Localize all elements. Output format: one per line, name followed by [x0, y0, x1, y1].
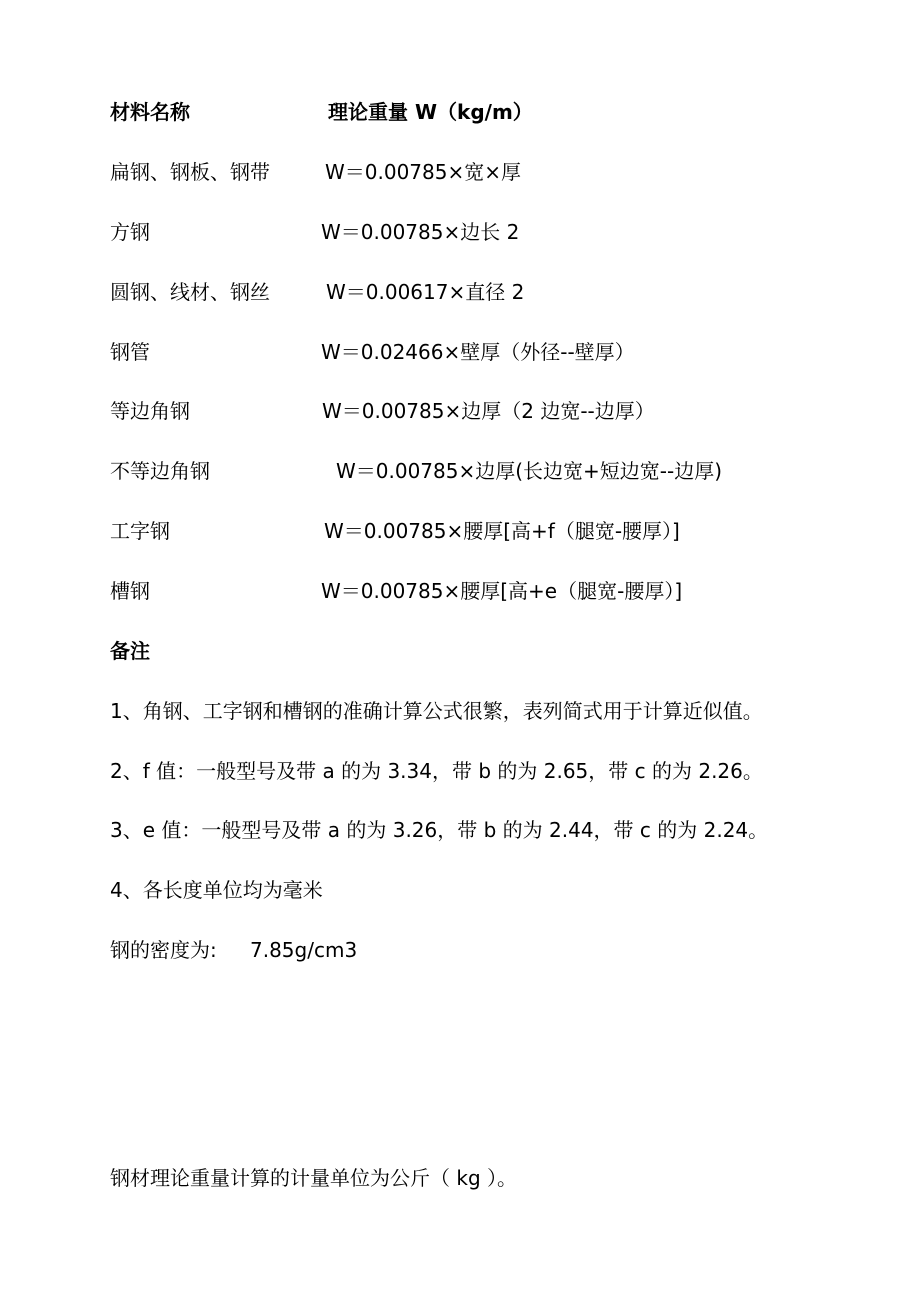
density-value: 7.85g/cm3 [250, 938, 358, 962]
row-formula: W＝0.00617×直径 2 [326, 280, 525, 304]
note-item: 3、e 值：一般型号及带 a 的为 3.26，带 b 的为 2.44，带 c 的为 2.24。 [110, 818, 769, 842]
row-name: 方钢 [110, 220, 150, 244]
row-name: 不等边角钢 [110, 459, 210, 483]
row-formula: W＝0.00785×边厚（2 边宽--边厚） [322, 399, 655, 423]
row-name: 工字钢 [110, 519, 170, 543]
row-formula: W＝0.00785×腰厚[高+e（腿宽-腰厚）] [321, 579, 683, 603]
footer-unit-text: 钢材理论重量计算的计量单位为公斤（ kg ）。 [110, 1166, 517, 1190]
notes-heading: 备注 [110, 639, 150, 663]
row-formula: W＝0.00785×宽×厚 [325, 160, 521, 184]
header-theoretical-weight: 理论重量 W（kg/m） [328, 100, 533, 124]
row-name: 钢管 [110, 340, 150, 364]
row-name: 等边角钢 [110, 399, 190, 423]
row-formula: W＝0.00785×边长 2 [321, 220, 520, 244]
row-name: 扁钢、钢板、钢带 [110, 160, 270, 184]
note-item: 2、f 值：一般型号及带 a 的为 3.34，带 b 的为 2.65，带 c 的为 2.26。 [110, 759, 763, 783]
note-item: 1、角钢、工字钢和槽钢的准确计算公式很繁，表列简式用于计算近似值。 [110, 699, 763, 723]
note-item: 4、各长度单位均为毫米 [110, 878, 323, 902]
density-label: 钢的密度为: [110, 938, 217, 962]
row-formula: W＝0.02466×壁厚（外径--壁厚） [321, 340, 635, 364]
row-name: 圆钢、线材、钢丝 [110, 280, 270, 304]
row-name: 槽钢 [110, 579, 150, 603]
header-material-name: 材料名称 [110, 100, 190, 124]
row-formula: W＝0.00785×边厚(长边宽+短边宽--边厚) [336, 459, 723, 483]
row-formula: W＝0.00785×腰厚[高+f（腿宽-腰厚）] [324, 519, 680, 543]
